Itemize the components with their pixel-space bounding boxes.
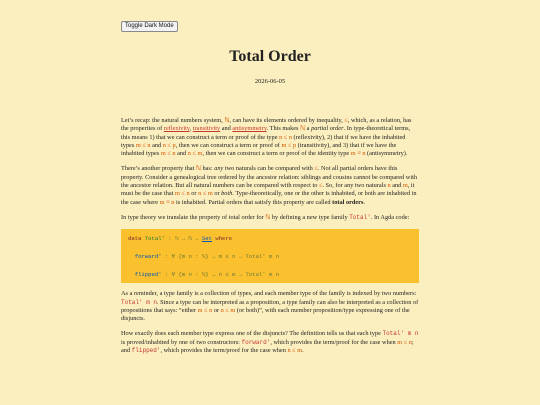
- text: .: [302, 347, 304, 355]
- set-link[interactable]: Set: [201, 235, 212, 243]
- math-nat: ℕ: [265, 213, 271, 221]
- math-nat: ℕ: [224, 117, 230, 124]
- antisymmetry-link[interactable]: antisymmetry: [232, 125, 267, 133]
- emphasis: partial order: [311, 125, 344, 133]
- code-text: : ∀ {m n : ℕ} → m ≤ n → Total′ m n: [161, 253, 280, 261]
- math: n ≤ m: [220, 306, 236, 314]
- text: , it must be the case that: [121, 182, 415, 198]
- paragraph-total-property: [121, 165, 419, 206]
- math: n ≤ p: [162, 141, 176, 149]
- text: , then we can construct a term or proof of: [175, 141, 282, 149]
- code-text: : ℕ → ℕ →: [164, 235, 202, 243]
- math: m ≤ p: [281, 141, 297, 149]
- text: and: [390, 182, 403, 190]
- text: ; and: [121, 338, 414, 355]
- emphasis: both: [221, 190, 233, 198]
- text: . Since a type can be interpreted as a proposition, a type family can also be interpreted as a collection of propositions that says: “either: [121, 298, 419, 314]
- article-body: [121, 117, 419, 362]
- math-m: m: [402, 182, 408, 190]
- text: (transitivity), and 3) that if we have the inhabited types: [121, 141, 397, 158]
- text: or: [212, 306, 221, 314]
- constructor-name: forward′: [134, 253, 162, 261]
- text: . Not all partial orders have this property. Consider a genealogical tree ordered by the ancestor relation: siblings and cousins cannot be compared with the ancestor relation. But all natural numbers can be compared with respect to: [121, 165, 417, 190]
- code-line: [128, 253, 412, 271]
- math: m ≤ n: [197, 306, 213, 314]
- text: ,: [189, 125, 193, 133]
- text: . In Agda code:: [370, 213, 410, 221]
- text: and: [150, 141, 163, 149]
- inline-code: Total′ m n: [382, 330, 419, 338]
- page-title: Total Order: [229, 48, 311, 65]
- math-n: n: [387, 182, 391, 190]
- text: or: [189, 190, 199, 198]
- keyword: where: [215, 235, 233, 243]
- math: m ≡ n: [159, 198, 175, 206]
- text: (or both)”, with each member proposition/type expressing one of the disjuncts.: [121, 306, 410, 323]
- agda-code-block: [121, 229, 419, 283]
- text: .: [363, 198, 366, 206]
- text: Let’s recap: the natural numbers system,: [121, 117, 225, 124]
- text: (reflexivity), 2) that if we have the inhabited types: [121, 133, 406, 149]
- text: and: [175, 150, 188, 158]
- text: has:: [200, 165, 215, 173]
- text: , which provides the term/proof for the case when: [160, 347, 288, 355]
- text: , then we can construct a term or proof of the identity type: [202, 150, 351, 158]
- math: n ≤ m: [198, 190, 213, 198]
- text: or: [212, 190, 222, 198]
- inline-code: forward′: [241, 338, 271, 346]
- inline-code: Total′ m n: [121, 298, 158, 306]
- math-nat: ℕ: [300, 125, 306, 133]
- post-date: 2026-06-05: [254, 78, 286, 85]
- type-name: Total′: [144, 235, 165, 243]
- text: a: [305, 125, 312, 133]
- math: m ≡ n: [350, 150, 366, 158]
- math-le: ≤: [318, 182, 323, 190]
- transitivity-link[interactable]: transitivity: [192, 125, 221, 133]
- math: m ≤ n: [175, 190, 190, 198]
- math: n ≤ m: [187, 150, 203, 158]
- paragraph-type-family-intro: [121, 214, 419, 222]
- constructor-name: flipped′: [134, 271, 162, 279]
- text: . Type-theoretically, one or the other is inhabited, or both are inhabited in the case where: [121, 190, 417, 206]
- text: In type theory we translate the property of total order for: [121, 213, 266, 221]
- keyword: data: [128, 235, 142, 243]
- text: There’s another property that: [121, 165, 196, 173]
- math-le: ≤: [314, 165, 318, 173]
- code-line: [128, 235, 412, 253]
- inline-code: Total′: [349, 213, 371, 221]
- text: How exactly does each member type express one of the disjuncts? The definition tells us that each type: [121, 330, 383, 338]
- math-le: ≤: [344, 117, 348, 124]
- paragraph-reminder: [121, 290, 419, 323]
- text: is proved/inhabited by one of two constructors:: [121, 338, 242, 346]
- math: n ≤ n: [279, 133, 292, 141]
- inline-code: flipped′: [131, 347, 161, 355]
- paragraph-recap: [121, 117, 419, 158]
- text: , which provides the term/proof for the case when: [270, 338, 398, 346]
- code-text: : ∀ {m n : ℕ} → n ≤ m → Total′ m n: [161, 271, 280, 279]
- math: m ≤ n: [135, 141, 151, 149]
- text: , which, as a relation, has the properties of: [121, 117, 412, 133]
- math: m ≤ n: [397, 338, 412, 346]
- text: , can have its elements ordered by inequality,: [229, 117, 345, 124]
- text: . In type-theoretical terms, this means 1) that we can construct a term or proof of the type: [121, 125, 411, 141]
- text: and: [220, 125, 233, 133]
- toggle-dark-mode-button[interactable]: Toggle Dark Mode: [121, 21, 178, 32]
- text: As a reminder, a type family is a collection of types, and each member type of the family is indexed by two numbers:: [121, 290, 417, 298]
- text: . So, for any two naturals: [322, 182, 388, 190]
- text: (antisymmetry).: [365, 150, 408, 158]
- text: by defining a new type family: [270, 213, 350, 221]
- math-nat: ℕ: [195, 165, 201, 173]
- reflexivity-link[interactable]: reflexivity: [163, 125, 190, 133]
- text: two naturals can be compared with: [223, 165, 315, 173]
- paragraph-constructors: [121, 330, 419, 355]
- text: . This makes: [266, 125, 301, 133]
- math: m ≤ n: [160, 150, 176, 158]
- text: is inhabited. Partial orders that satisfy this property are called: [174, 198, 333, 206]
- emphasis: any: [214, 165, 224, 173]
- strong-term: total orders: [332, 198, 364, 206]
- math: n ≤ m: [287, 347, 303, 355]
- code-line: [128, 271, 412, 289]
